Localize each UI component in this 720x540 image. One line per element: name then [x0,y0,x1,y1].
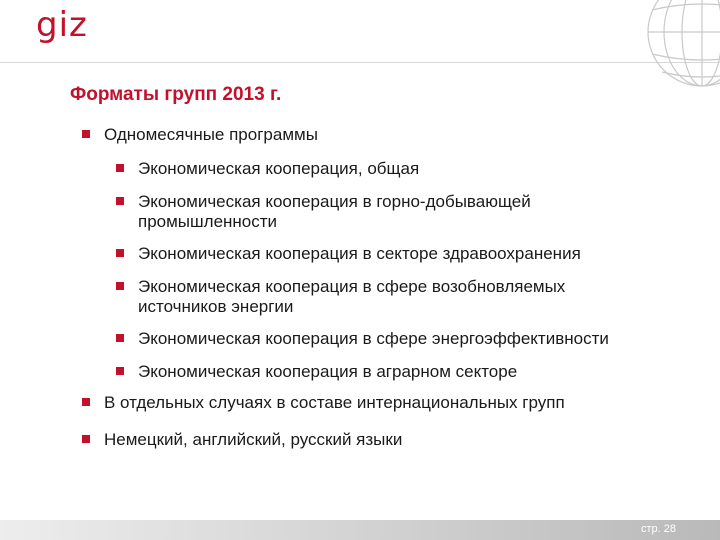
giz-logo: giz [36,5,88,45]
bullet-text: Экономическая кооперация в сфере энергоэффективности [138,329,609,348]
sub-bullet-item [116,329,702,349]
bullet-item [82,393,702,413]
square-bullet-icon [116,282,124,290]
bullet-text: Экономическая кооперация в сфере возобновляемых источников энергии [138,277,566,316]
bullet-text: Немецкий, английский, русский языки [104,430,403,449]
bullet-text: Экономическая кооперация в аграрном секторе [138,362,518,381]
sub-bullet-item [116,277,646,317]
header-divider [0,62,720,63]
bullet-text: Экономическая кооперация в горно-добывающей промышленности [138,192,531,231]
bullet-item [82,430,702,450]
sub-bullet-item [116,192,576,232]
square-bullet-icon [116,197,124,205]
square-bullet-icon [82,435,90,443]
square-bullet-icon [82,130,90,138]
sub-bullet-item [116,159,702,179]
page-number: стр. 28 [640,523,676,535]
sub-bullet-item [116,362,702,382]
bullet-text: Экономическая кооперация, общая [138,159,420,178]
square-bullet-icon [116,334,124,342]
sub-bullet-item [116,244,702,264]
bullet-text: Экономическая кооперация в секторе здравоохранения [138,244,581,263]
square-bullet-icon [116,249,124,257]
square-bullet-icon [116,164,124,172]
globe-icon [622,0,720,98]
bullet-list [82,125,702,450]
square-bullet-icon [116,367,124,375]
bullet-item [82,125,702,145]
footer-bar [0,520,720,540]
square-bullet-icon [82,398,90,406]
bullet-text: Одномесячные программы [104,125,318,144]
slide-title: Форматы групп 2013 г. [70,84,282,105]
bullet-text: В отдельных случаях в составе интернациональных групп [104,393,565,412]
